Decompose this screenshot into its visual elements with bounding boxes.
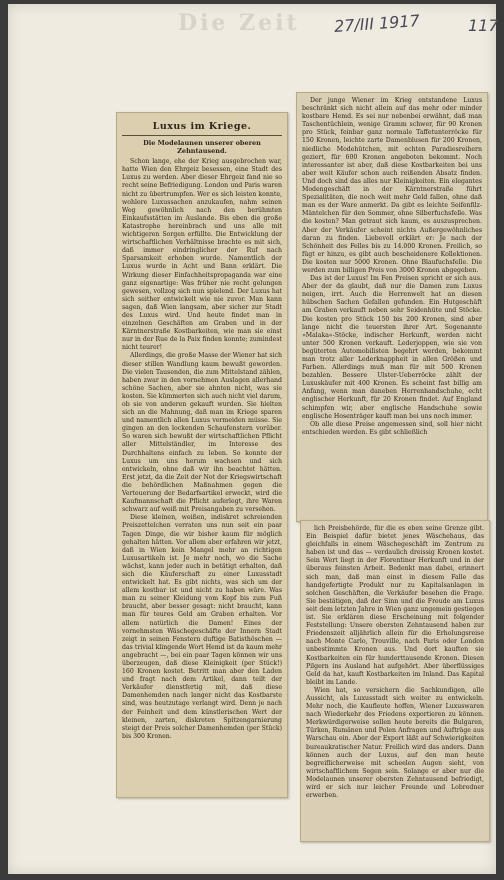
paragraph: Wien hat, so versichern die Sachkundigen, alle Aussicht, als Luxusstadt sich weiter zu entwickeln. Mehr noch, die Kaufleute hoffen, Wiener Luxuswaren nach Wiederkehr des Friedens exportieren zu können. Merkwürdigerweise sollen heute bereits die Bulgaren, Türken, Rumänen und Polen Anfragen und Aufträge aus Warschau ein. Aber der Export läßt auf Schwierigkeiten bureaukratischer Natur. Freilich wird das anders. Dann können auch der Luxus, auf den man heute begreiflicherweise mit scheelen Augen sieht, von wirtschaftlichem Segen sein. Solange er aber nur die Modelaunen unserer obersten Zehntausend befriedigt, wird er sich nur leicher Freunde und Lobredner erwerben. <box>306 686 484 800</box>
clipping-right-top <box>296 92 488 522</box>
paragraph: Das ist der Luxus! Im Fen Preisen spricht er sich aus. Aber der da glaubt, daß nur die Damen zum Luxus neigen, irrt. Auch die Herrenwelt hat an diesen hübschen Sachen Gefallen gefunden. Ein Hutgeschäft am Graben verkauft neben sehr Seidenhüte und Stöcke. Die kosten pro Stück 150 bis 200 Kronen, sind aber lange nicht die teuersten ihrer Art. Sogenannte »Malaka«-Stöcke, indischer Herkunft, werden nicht unter 500 Kronen verkauft. Lederjoppen, wie sie von begüterten Automobilisten begehrt werden, bekommt man trotz aller Lederknappheit in allen Größen und Farben. Allerdings muß man für mit 500 Kronen bezahlen. Bessere Ulster-Ueberröcke zählt der Luxuskäufer mit 400 Kronen. Es scheint fast billig am Anfang, wenn man daneben Herrenhandschuhe, echt englischer Herkunft, für 20 Kronen findet. Auf England schimpfen wir, aber englische Handschuhe sowie englische Hosenträger kauft man bei uns noch immer. <box>302 275 482 420</box>
paragraph: Schon lange, ehe der Krieg ausgebrochen war, hatte Wien den Ehrgeiz besessen, eine Stadt des Luxus zu werden. Aber dieser Ehrgeiz fand nie so recht seine Befriedigung. London und Paris waren nicht zu übertrumpfen. Wer es sich leisten konnte, wohlere Luxussachen anzukaufen, nahm seinen Weg gewöhnlich nach den berühmten Einkaufsstätten im Auslande. Bis eben die große Katastrophe hereinbrach und uns alle mit wichtigeren Sorgen erfüllte. Die Entwicklung der wirtschaftlichen Verhältnisse brachte es mit sich, daß immer eindringlicher der Ruf nach Sparsamkeit erhoben wurde. Namentlich der Luxus wurde in Acht und Bann erklärt. Die Wirkung dieser Einfachheitspropaganda war eine ganz eigenartige: Was früher nie recht gelungen gewesen, vollzog sich nun spielend. Der Luxus hat sich seither entwickelt wie nie zuvor. Man kann sagen, daß Wien langsam, aber sicher zur Stadt des Luxus wird. Und heute findet man in einzelnen Geschäften am Graben und in der Kärntnerstraße Kostbarkeiten, wie man sie einst nur in der Rue de la Paix finden konnte; zumindest nicht teurer! <box>122 158 282 352</box>
handwritten-page-number: 117 <box>468 16 499 35</box>
clipping-left-column <box>116 112 288 798</box>
article-subtitle: Die Modelaunen unserer oberen Zehntausend. <box>143 139 261 156</box>
paragraph: Allerdings, die große Masse der Wiener hat sich dieser stillen Wandlung kaum bewußt geworden. Die vielen Tausenden, die zum Mittelstand zählen, haben zwar in den vornehmen Auslagen allerhand schöne Sachen, aber sie ahnten nicht, was sie kosten. Sie kümmerten sich auch nicht viel darum, ob sie von anderen gekauft wurden. Sie hielten sich an die Mahnung, daß man im Kriege sparen und namentlich allen Luxus vermeiden müsse. Sie gingen an den lockenden Schaufenstern vorüber. So waren sich bewußt der wirtschaftlichen Pflicht aller Mittelständler, im Interesse des Durchhaltens einfach zu leben. So konnte der Luxus um uns herum wachsen und sich entwickeln, ohne daß wir ihn beachtet hätten. Erst jetzt, da die Zeit der Not der Kriegswirtschaft die behördlichen Maßnahmen gegen die Verteuerung der Bedarfsartikel erweckt, wird die Kaufmannschaft die Pflicht auferlegt, ihre Waren schwarz auf weiß mit Preisangaben zu versehen. <box>122 352 282 514</box>
paragraph: Der junge Wiener im Krieg entstandene Luxus beschränkt sich nicht allein auf das mehr oder minder kostbare Hemd. Es sei nur nebenbei erwähnt, daß man Taschentüchlein, wenige Gramm schwer, für 90 Kronen pro Stück, feinbar ganz normale Taffetunterröcke für 150 Kronen, leichte zarte Damenblusen für 200 Kronen, niedliche Modehütchen, mit echten Paradiesreihern geziert, für 600 Kronen angeboten bekommt. Noch interessanter ist aber, daß diese Kostbarkeiten bei uns aber weit Käufer schon auch reißenden Absatz finden. Und doch sind das alles nur Kleinigkeiten. Ein elegantes Modengeschäft in der Kärntnerstraße führt Spezialitäten, die noch weit mehr Geld fallen, ohne daß man es der Ware anmerkt. Da gibt es leichte Seifenfilz-Mäntelchen für den Sommer, ohne Silberfuchsfelle. Was die kosten? Man getraut sich kaum, es auszusprechen. Aber der Verkäufer scheint nichts Außergewöhnliches daran zu finden. Liebevoll erklärt er: Je nach der Schönheit des Felles bis zu 14.000 Kronen. Freilich, so fügt er hinzu, es gibt auch bescheidenere Kollektionen. Die kosten nur 5000 Kronen. Ohne Blaufuchsfelle. Die werden zum billigen Preis von 3000 Kronen abgegeben. <box>302 97 482 274</box>
handwritten-date: 27/III 1917 <box>333 11 421 36</box>
paragraph: Ob alle diese Preise angemessen sind, soll hier nicht entschieden werden. Es gibt schließlich <box>302 420 482 436</box>
archive-sheet <box>8 4 499 874</box>
paragraph: Diese kleinen, weißen, indiskret schreienden Preiszettelchen verraten uns nun seit ein paar Tagen Dinge, die wir bisher kaum für möglich gehalten hätten. Vor allem aber erfahren wir jetzt, daß in Wien kein Mangel mehr an richtigen Luxusartikeln ist. Je mehr noch, wo die Sache wächst, kann jeder auch in betätigt erhalten, daß sich die Käuferschaft zu einer Luxusstadt entwickelt hat. Es gibt nichts, was sich um der allem kostbar ist und nicht zu haben wäre. Was man zu seiner Kleidung vom Kopf bis zum Fuß braucht, aber besser gesagt: nicht braucht, kann man für teures Geld am Graben erhalten. Vor allem natürlich die Damen! Eines der vornehmsten Wäschegeschäfte der Innern Stadt zeigt in seinen Fenstern duftige Batisthöschen — das trivial klingende Wort Hemd ist da kaum mehr angebracht —, bei ein paar Tagen können wir uns überzeugen, daß diese Kleinigkeit (per Stück!) 160 Kronen kostet. Betritt man aber den Laden und fragt nach dem Artikel, dann teilt der Verkäufer dienstfertig mit, daß diese Damenhemden nach langer nicht das Kostbarste sind, was heutzutage verlangt wird. Denn je nach der Feinheit und dem künstlerischen Wert der kleinen, zarten, diskreten Spitzengarnierung steigt der Preis solcher Damenhemden (per Stück) bis 300 Kronen. <box>122 514 282 740</box>
article-title: Luxus im Kriege. <box>152 121 252 132</box>
clipping-right-bottom <box>300 520 490 842</box>
paragraph: lich Preisbehörde, für die es eben seine Grenze gibt. Ein Beispiel dafür bietet jenes Wäschehaus, das gleichfalls in einem Wäschegeschäft im Zentrum zu haben ist und das — verdaulich dreissig Kronen kostet. Sein Wert liegt in der Florentiner Herkunft und in der überaus feinsten Arbeit. Bedenkt man dabei, erinnert sich man, daß man einst in diesem Falle das handgefertigte Produkt nur zu Kapitalsanlagen in solchen Geschäften, die Verkäufer besehen die Frage. Sie bestätigen, daß der Sinn und die Freude am Luxus seit dem letzten Jahre in Wien ganz ungemein gestiegen ist. Sie erklären diese Erscheinung mit folgender Feststellung: Unsere obersten Zehntausend haben zur Friedenszeit alljährlich allein für die Erholungsreise nach Monte Carlo, Trouville, nach Paris oder London unbestimmte Kronen aus. Und dort kauften sie Kostbarkeiten ein für hunderttausende Kronen. Diesen Pilgern ins Ausland hat aufgehört. Aber überflüssiges Geld da hat, kauft Kostbarkeiten im Inland. Das Kapital bleibt im Lande. <box>306 525 484 686</box>
title-rule <box>122 135 282 136</box>
newspaper-masthead-remnant: Die Zeit <box>178 10 300 36</box>
